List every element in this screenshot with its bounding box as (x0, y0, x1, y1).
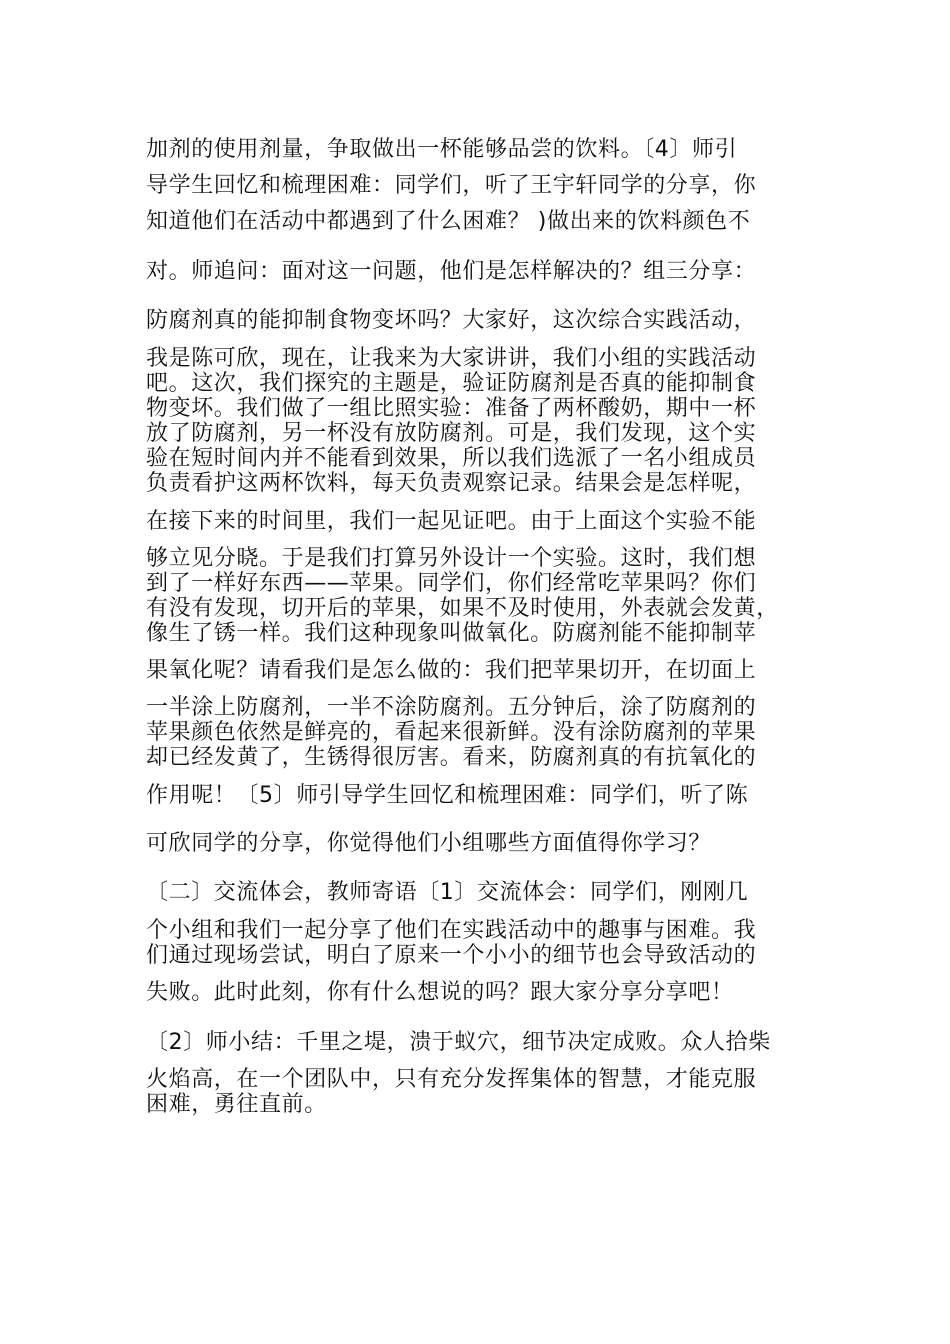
text-line-15: 有没有发现，切开后的苹果，如果不及时使用，外表就会发黄， (146, 596, 779, 621)
text-line-5: 防腐剂真的能抑制食物变坏吗？大家好，这次综合实践活动， (146, 308, 757, 333)
text-line-19: 苹果颜色依然是鲜亮的，看起来很新鲜。没有涂防腐剂的苹果 (146, 720, 757, 745)
text-line-2: 导学生回忆和梳理困难：同学们，听了王宇轩同学的分享，你 (146, 173, 757, 198)
text-line-1: 加剂的使用剂量，争取做出一杯能够品尝的饮料。〔4〕师引 (146, 137, 738, 162)
text-line-17: 果氧化呢？请看我们是怎么做的：我们把苹果切开，在切面上 (146, 658, 757, 683)
text-line-10: 验在短时间内并不能看到效果，所以我们选派了一名小组成员 (146, 446, 757, 471)
text-line-16: 像生了锈一样。我们这种现象叫做氧化。防腐剂能不能抑制苹 (146, 621, 757, 646)
text-line-7: 吧。这次，我们探究的主题是，验证防腐剂是否真的能抑制食 (146, 371, 757, 396)
text-line-8: 物变坏。我们做了一组比照实验：准备了两杯酸奶，期中一杯 (146, 396, 757, 421)
text-line-20: 却已经发黄了，生锈得很厉害。看来，防腐剂真的有抗氧化的 (146, 745, 757, 770)
text-line-14: 到了一样好东西——苹果。同学们，你们经常吃苹果吗？你们 (146, 571, 757, 596)
text-line-21: 作用呢！〔5〕师引导学生回忆和梳理困难：同学们，听了陈 (146, 783, 749, 808)
text-line-18: 一半涂上防腐剂，一半不涂防腐剂。五分钟后，涂了防腐剂的 (146, 695, 757, 720)
text-line-6: 我是陈可欣，现在，让我来为大家讲讲，我们小组的实践活动 (146, 346, 757, 371)
text-line-9: 放了防腐剂，另一杯没有放防腐剂。可是，我们发现，这个实 (146, 421, 757, 446)
text-line-23: 〔二〕交流体会，教师寄语〔1〕交流体会：同学们，刚刚几 (146, 880, 749, 905)
text-line-29: 困难，勇往直前。 (146, 1092, 327, 1117)
text-line-28: 火焰高，在一个团队中，只有充分发挥集体的智慧，才能克服 (146, 1067, 757, 1092)
text-line-25: 们通过现场尝试，明白了原来一个小小的细节也会导致活动的 (146, 943, 757, 968)
text-line-3: 知道他们在活动中都遇到了什么困难？ )做出来的饮料颜色不 (146, 209, 751, 234)
text-line-26: 失败。此时此刻，你有什么想说的吗？跟大家分享分享吧！ (146, 980, 734, 1005)
text-line-11: 负责看护这两杯饮料，每天负责观察记录。结果会是怎样呢， (146, 471, 757, 496)
text-line-27: 〔2〕师小结：千里之堤，溃于蚁穴，细节决定成败。众人拾柴 (146, 1030, 771, 1055)
text-line-24: 个小组和我们一起分享了他们在实践活动中的趣事与困难。我 (146, 918, 757, 943)
text-line-4: 对。师追问：面对这一问题，他们是怎样解决的？组三分享： (146, 259, 757, 284)
text-line-13: 够立见分晓。于是我们打算另外设计一个实验。这时，我们想 (146, 546, 757, 571)
text-line-12: 在接下来的时间里，我们一起见证吧。由于上面这个实验不能 (146, 509, 757, 534)
text-line-22: 可欣同学的分享，你觉得他们小组哪些方面值得你学习？ (146, 831, 712, 856)
